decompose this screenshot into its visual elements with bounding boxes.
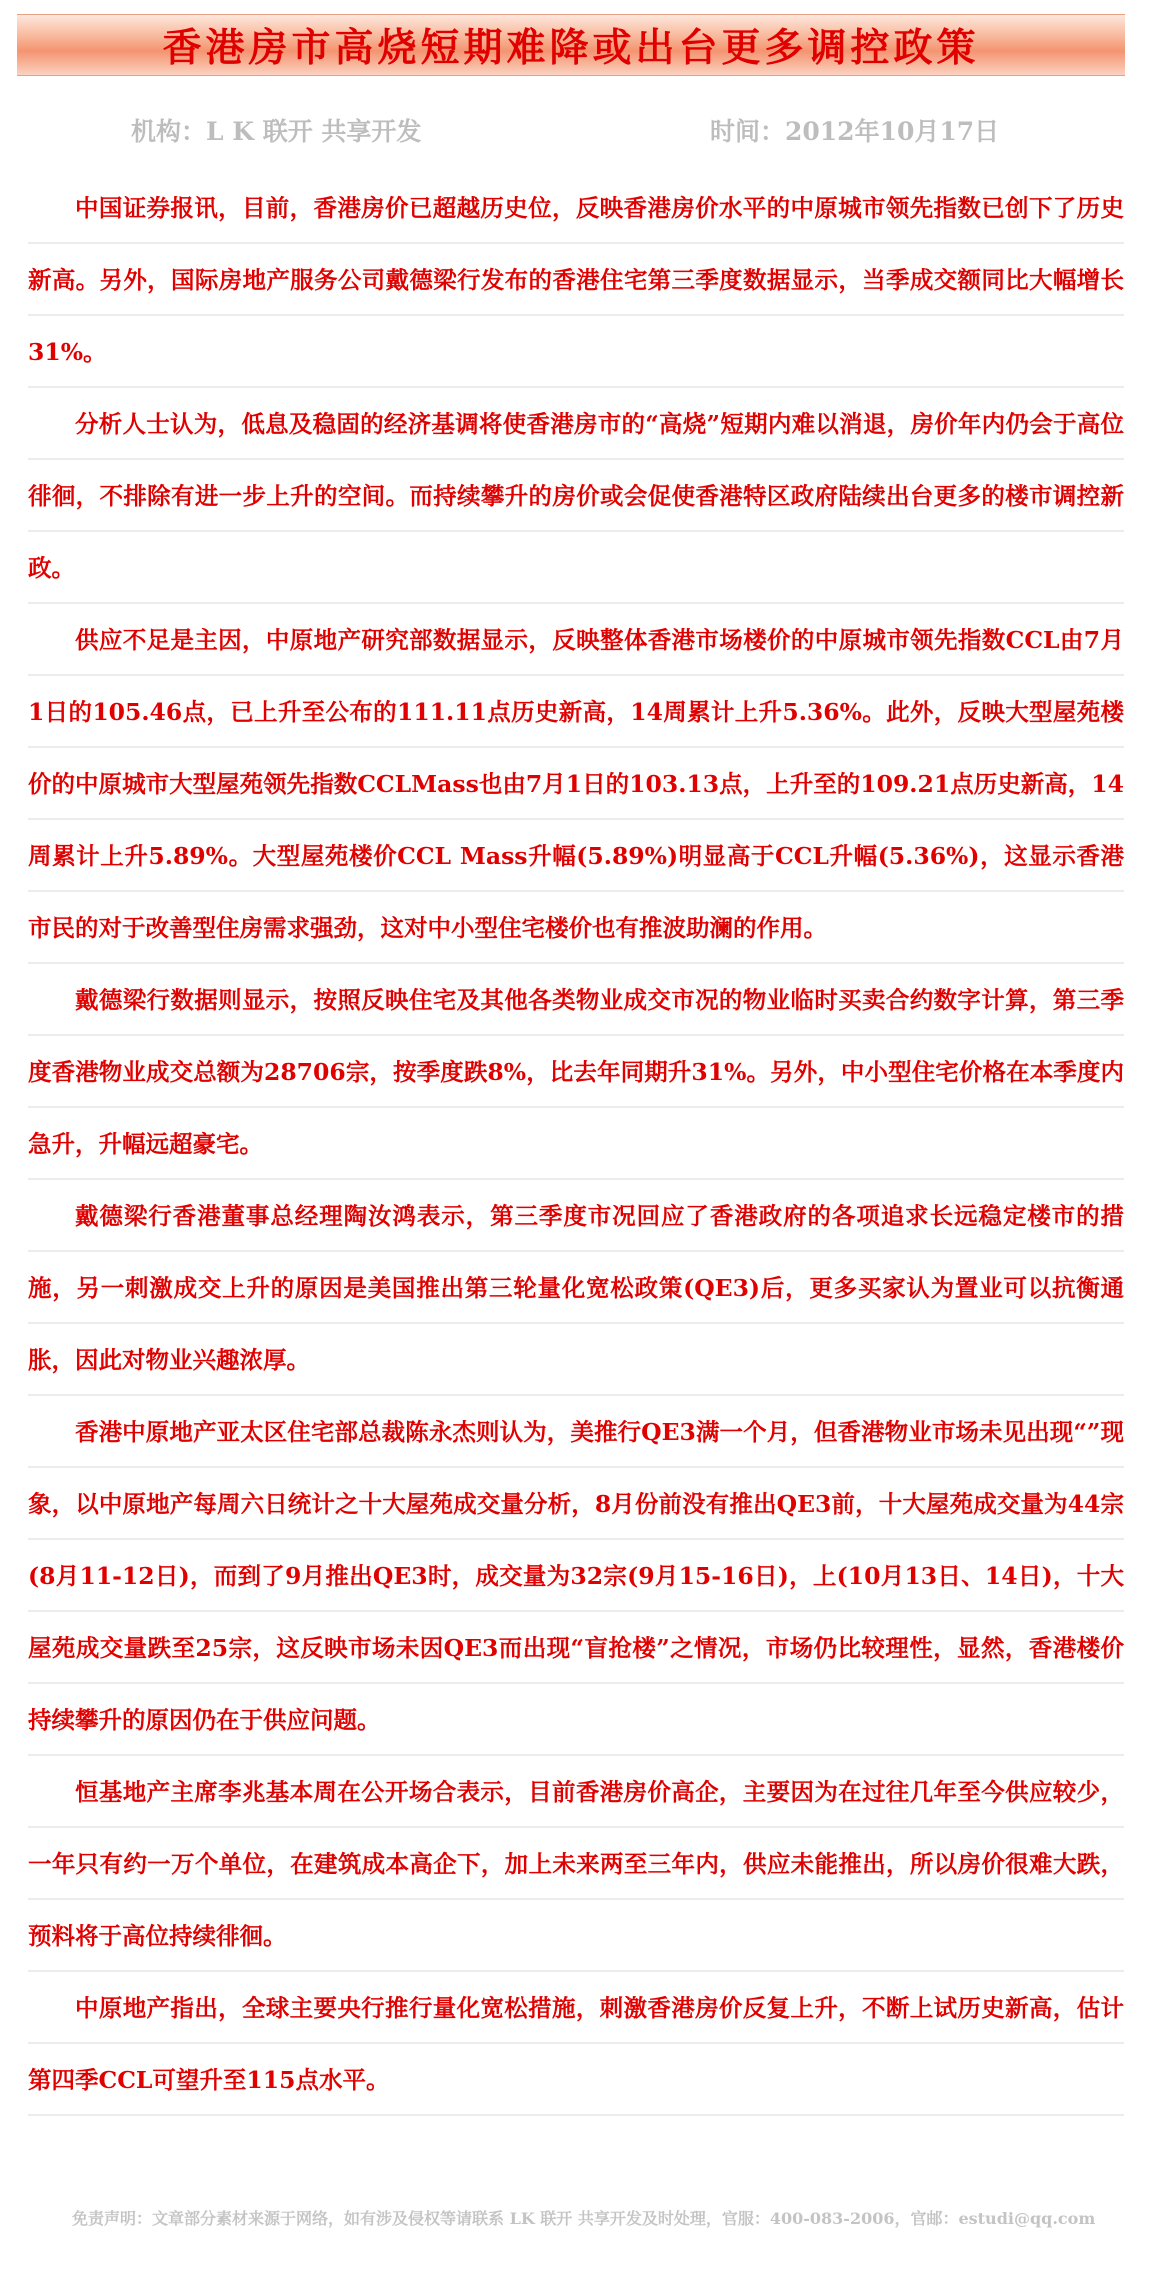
- disclaimer: 免责声明：文章部分素材来源于网络，如有涉及侵权等请联系 LK 联开 共享开发及时处理，官服：400-083-2006，官邮：estudi@qq.com: [72, 2209, 1096, 2228]
- paragraph-5: 戴德梁行香港董事总经理陶汝鸿表示，第三季度市况回应了香港政府的各项追求长远稳定楼市的措施，另一刺激成交上升的原因是美国推出第三轮量化宽松政策(QE3)后，更多买家认为置业可以抗衡通胀，因此对物业兴趣浓厚。: [28, 1180, 1124, 1396]
- paragraph-2: 分析人士认为，低息及稳固的经济基调将使香港房市的“高烧”短期内难以消退，房价年内仍会于高位徘徊，不排除有进一步上升的空间。而持续攀升的房价或会促使香港特区政府陆续出台更多的楼市调控新政。: [28, 388, 1124, 604]
- title-banner: [17, 14, 1125, 76]
- paragraph-1: 中国证券报讯，目前，香港房价已超越历史位，反映香港房价水平的中原城市领先指数已创下了历史新高。另外，国际房地产服务公司戴德梁行发布的香港住宅第三季度数据显示，当季成交额同比大幅增长31%。: [28, 172, 1124, 388]
- paragraph-8: 中原地产指出，全球主要央行推行量化宽松措施，刺激香港房价反复上升，不断上试历史新高，估计第四季CCL可望升至115点水平。: [28, 1972, 1124, 2116]
- paragraph-6: 香港中原地产亚太区住宅部总裁陈永杰则认为，美推行QE3满一个月，但香港物业市场未见出现“”现象，以中原地产每周六日统计之十大屋苑成交量分析，8月份前没有推出QE3前，十大屋苑成交量为44宗(8月11-12日)，而到了9月推出QE3时，成交量为32宗(9月15-16日)，上(10月13日、14日)，十大屋苑成交量跌至25宗，这反映市场未因QE3而出现“盲抢楼”之情况，市场仍比较理性，显然，香港楼价持续攀升的原因仍在于供应问题。: [28, 1396, 1124, 1756]
- date-label: 时间：2012年10月17日: [710, 117, 1000, 146]
- source-label: 机构：L K 联开 共享开发: [131, 117, 422, 146]
- article-body: [28, 172, 1124, 2116]
- paragraph-3: 供应不足是主因，中原地产研究部数据显示，反映整体香港市场楼价的中原城市领先指数CCL由7月1日的105.46点，已上升至公布的111.11点历史新高，14周累计上升5.36%。此外，反映大型屋苑楼价的中原城市大型屋苑领先指数CCLMass也由7月1日的103.13点，上升至的109.21点历史新高，14周累计上升5.89%。大型屋苑楼价CCL Mass升幅(5.89%)明显高于CCL升幅(5.36%)，这显示香港市民的对于改善型住房需求强劲，这对中小型住宅楼价也有推波助澜的作用。: [28, 604, 1124, 964]
- paragraph-4: 戴德梁行数据则显示，按照反映住宅及其他各类物业成交市况的物业临时买卖合约数字计算，第三季度香港物业成交总额为28706宗，按季度跌8%，比去年同期升31%。另外，中小型住宅价格在本季度内急升，升幅远超豪宅。: [28, 964, 1124, 1180]
- paragraph-7: 恒基地产主席李兆基本周在公开场合表示，目前香港房价高企，主要因为在过往几年至今供应较少，一年只有约一万个单位，在建筑成本高企下，加上未来两至三年内，供应未能推出，所以房价很难大跌，预料将于高位持续徘徊。: [28, 1756, 1124, 1972]
- page-title: 香港房市高烧短期难降或出台更多调控政策: [162, 25, 980, 71]
